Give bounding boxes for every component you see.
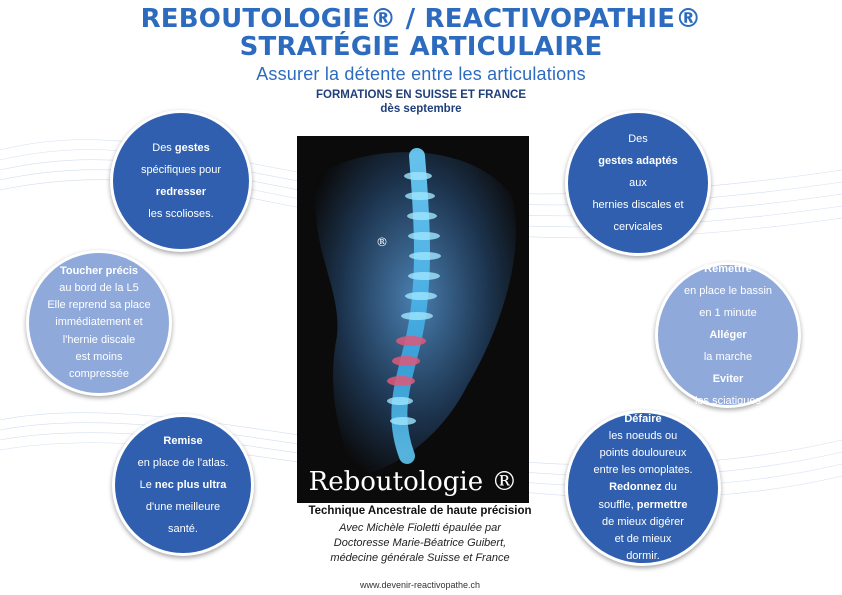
brand-logo-text: Reboutologie ® xyxy=(308,467,518,497)
title-line-2: STRATÉGIE ARTICULAIRE xyxy=(239,32,603,62)
left-circle-atlas: Remise en place de l'atlas. Le nec plus ultra d'une meilleure santé. xyxy=(112,414,254,556)
right-circle-omoplates: Défaire les noeuds ou points douloureux entre les omoplates. Redonnez du souffle, permettre de mieux digérer et de mieux dormir. xyxy=(565,410,721,566)
technique-caption: Technique Ancestrale de haute précision xyxy=(308,505,532,517)
registered-mark: ® xyxy=(376,235,388,249)
credit-line-3: médecine générale Suisse et France xyxy=(330,552,510,564)
credit-line-1: Avec Michèle Fioletti épaulée par xyxy=(339,522,501,534)
website-link[interactable]: www.devenir-reactivopathe.ch xyxy=(359,580,481,590)
back-spine-image xyxy=(297,136,529,503)
left-circle-l5: Toucher précis au bord de la L5 Elle reprend sa place immédiatement et l'hernie discale est moins compressée xyxy=(26,250,172,396)
left-circle-scolioses: Des gestes spécifiques pour redresser les scolioses. xyxy=(110,110,252,252)
right-circle-hernies: Des gestes adaptés aux hernies discales et cervicales xyxy=(565,110,711,256)
formations-text: FORMATIONS EN SUISSE ET FRANCE xyxy=(316,89,526,101)
title-line-1: REBOUTOLOGIE® / REACTIVOPATHIE® xyxy=(140,4,702,34)
right-circle-bassin: Remettre en place le bassin en 1 minute Alléger la marche Eviter les sciatiques xyxy=(655,262,801,408)
tagline: Assurer la détente entre les articulations xyxy=(256,64,586,84)
credit-line-2: Doctoresse Marie-Béatrice Guibert, xyxy=(333,537,507,549)
start-date-text: dès septembre xyxy=(380,103,462,115)
spine-illustration xyxy=(297,136,529,503)
